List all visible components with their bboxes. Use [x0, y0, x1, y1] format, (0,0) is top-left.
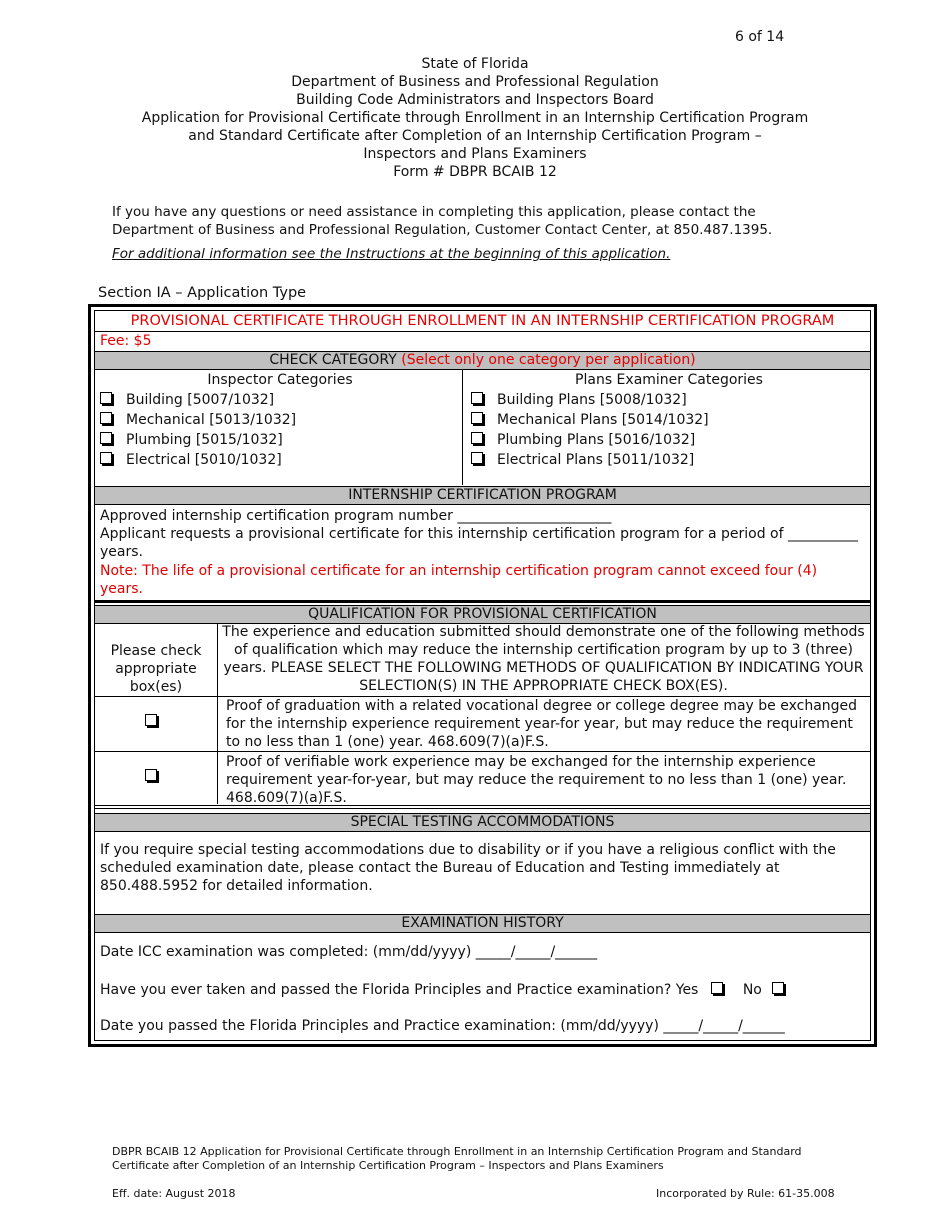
period-years-label: years.	[100, 544, 143, 560]
rule-reference: Incorporated by Rule: 61-35.008	[656, 1187, 835, 1200]
qualification-option-1: Proof of graduation with a related vocational degree or college degree may be exchanged for the internship experience requirement year-for year, but may reduce the requirement to no less than 1 (one) year. 468.609(7)(a)F.S.	[226, 698, 858, 750]
principles-date-field[interactable]: Date you passed the Florida Principles and Practice examination: (mm/dd/yyyy) _____/_____/______	[100, 1018, 785, 1034]
header-form-number: Form # DBPR BCAIB 12	[393, 164, 557, 180]
contact-info	[112, 203, 832, 263]
check-category-bar	[95, 351, 870, 370]
form-header	[0, 55, 950, 181]
plans-examiner-categories-heading: Plans Examiner Categories	[575, 372, 763, 388]
category-option[interactable]: Electrical [5010/1032]	[100, 450, 460, 470]
section-label: Section IA – Application Type	[98, 285, 307, 301]
testing-text: If you require special testing accommodations due to disability or if you have a religious conflict with the scheduled examination date, please contact the Bureau of Education and Testing immediately at 850.488.5952 for detailed information.	[100, 842, 836, 894]
plans-examiner-categories	[471, 370, 867, 470]
checkbox-icon[interactable]	[471, 412, 483, 424]
header-title-2: and Standard Certificate after Completion of an Internship Certification Program –	[188, 128, 762, 144]
category-option[interactable]: Plumbing [5015/1032]	[100, 430, 460, 450]
divider	[95, 331, 870, 332]
inspector-categories	[100, 370, 460, 470]
internship-note-2: years.	[100, 581, 143, 597]
application-type-table	[88, 304, 877, 1047]
check-category-note: (Select only one category per application)	[401, 352, 696, 368]
checkbox-icon[interactable]	[471, 392, 483, 404]
principles-question	[100, 981, 798, 999]
provisional-title: PROVISIONAL CERTIFICATE THROUGH ENROLLMENT IN AN INTERNSHIP CERTIFICATION PROGRAM	[130, 313, 835, 329]
category-option[interactable]: Electrical Plans [5011/1032]	[471, 450, 867, 470]
internship-note-1: Note: The life of a provisional certificate for an internship certification program cannot exceed four (4)	[100, 563, 818, 579]
footer-description	[112, 1145, 852, 1173]
page-number: 6 of 14	[735, 29, 785, 45]
checkbox-icon[interactable]	[100, 412, 112, 424]
qualification-bar: QUALIFICATION FOR PROVISIONAL CERTIFICATION	[95, 605, 870, 624]
header-board: Building Code Administrators and Inspectors Board	[296, 92, 654, 108]
principles-question-text: Have you ever taken and passed the Florida Principles and Practice examination? Yes	[100, 982, 699, 998]
checkbox-icon[interactable]	[100, 452, 112, 464]
checkbox-icon[interactable]	[145, 714, 157, 726]
divider	[95, 600, 870, 603]
header-state: State of Florida	[421, 56, 529, 72]
testing-bar: SPECIAL TESTING ACCOMMODATIONS	[95, 813, 870, 832]
category-option[interactable]: Mechanical [5013/1032]	[100, 410, 460, 430]
no-checkbox[interactable]	[772, 982, 784, 994]
column-divider	[217, 624, 218, 804]
header-title-1: Application for Provisional Certificate through Enrollment in an Internship Certification Program	[141, 110, 809, 126]
checkbox-icon[interactable]	[471, 452, 483, 464]
effective-date: Eff. date: August 2018	[112, 1187, 236, 1200]
divider	[95, 751, 870, 752]
inspector-categories-heading: Inspector Categories	[207, 372, 353, 388]
checkbox-icon[interactable]	[100, 392, 112, 404]
category-option[interactable]: Building Plans [5008/1032]	[471, 390, 867, 410]
divider	[95, 805, 870, 809]
contact-line-2: Department of Business and Professional Regulation, Customer Contact Center, at 850.487.1395.	[112, 222, 773, 238]
qualification-option-checkbox[interactable]	[145, 713, 171, 731]
category-option[interactable]: Mechanical Plans [5014/1032]	[471, 410, 867, 430]
qualification-option-checkbox[interactable]	[145, 768, 171, 786]
exam-history-bar: EXAMINATION HISTORY	[95, 914, 870, 933]
internship-bar: INTERNSHIP CERTIFICATION PROGRAM	[95, 486, 870, 505]
no-label: No	[742, 982, 762, 998]
table-inner	[94, 310, 871, 1041]
check-appropriate-label: Please check appropriate box(es)	[110, 643, 202, 695]
checkbox-icon[interactable]	[100, 432, 112, 444]
contact-line-1: If you have any questions or need assistance in completing this application, please contact the	[112, 204, 756, 220]
category-option[interactable]: Plumbing Plans [5016/1032]	[471, 430, 867, 450]
footer-line-2: Certificate after Completion of an Internship Certification Program – Inspectors and Plans Examiners	[112, 1159, 664, 1172]
yes-checkbox[interactable]	[711, 982, 723, 994]
qualification-intro: The experience and education submitted should demonstrate one of the following methods of qualification which may reduce the internship certification program by up to 3 (three) years. PLEASE SELECT THE FOLLOWING METHODS OF QUALIFICATION BY INDICATING YOUR SELECTION(S) IN THE APPROPRIATE CHECK BOX(ES).	[222, 624, 865, 694]
header-title-3: Inspectors and Plans Examiners	[363, 146, 587, 162]
checkbox-icon[interactable]	[471, 432, 483, 444]
category-option[interactable]: Building [5007/1032]	[100, 390, 460, 410]
fee-label: Fee: $5	[100, 333, 152, 349]
qualification-option-2: Proof of verifiable work experience may be exchanged for the internship experience requirement year-for-year, but may reduce the requirement to no less than 1 (one) year. 468.609(7)(a)F.S.	[226, 754, 847, 806]
check-category-title: CHECK CATEGORY	[269, 352, 402, 368]
program-number-field[interactable]: Approved internship certification program number ______________________	[100, 508, 612, 524]
instructions-note: For additional information see the Instructions at the beginning of this application.	[112, 246, 671, 262]
column-divider	[462, 370, 463, 485]
footer-line-1: DBPR BCAIB 12 Application for Provisional Certificate through Enrollment in an Internship Certification Program and Standard	[112, 1145, 802, 1158]
header-department: Department of Business and Professional Regulation	[291, 74, 659, 90]
checkbox-icon[interactable]	[145, 769, 157, 781]
period-field[interactable]: Applicant requests a provisional certificate for this internship certification program for a period of __________	[100, 526, 858, 542]
icc-date-field[interactable]: Date ICC examination was completed: (mm/dd/yyyy) _____/_____/______	[100, 944, 598, 960]
